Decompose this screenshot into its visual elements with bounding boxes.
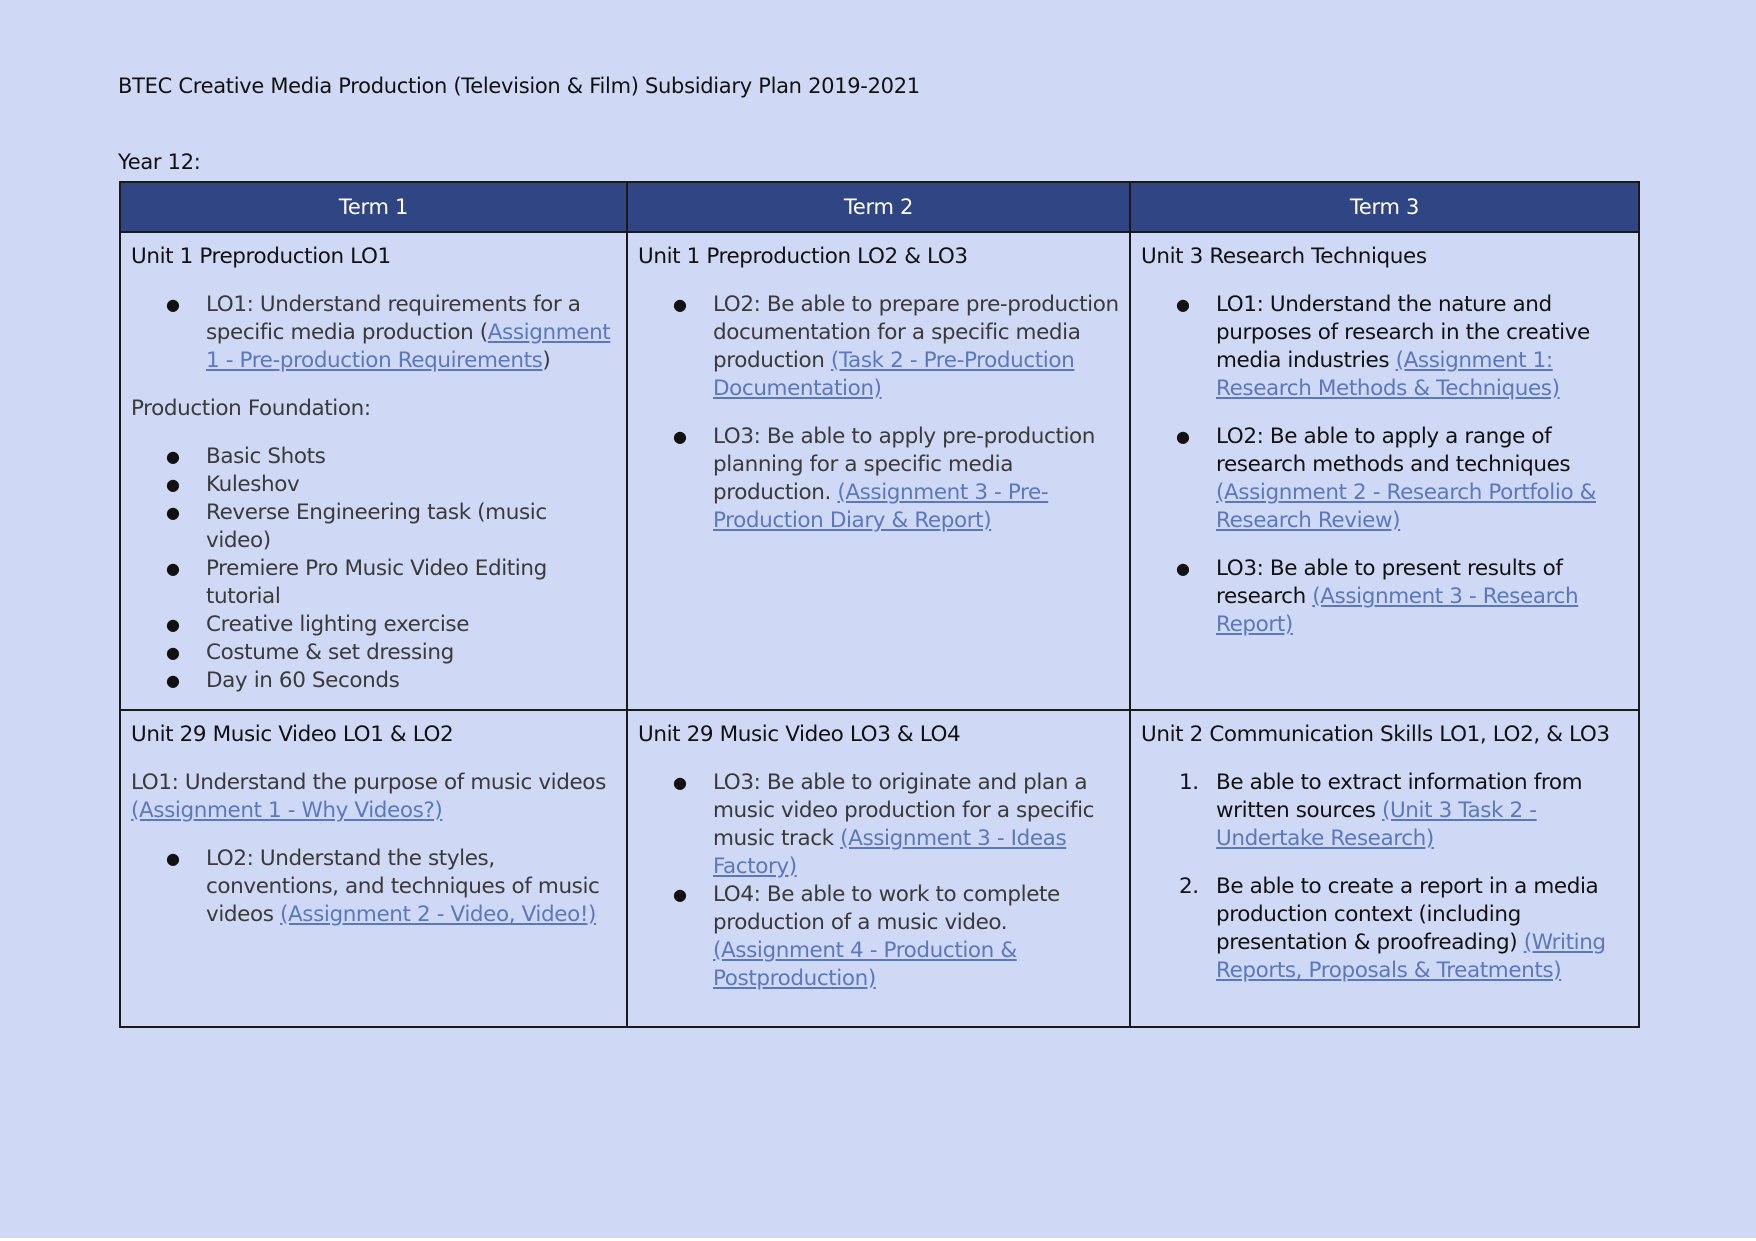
- lo-text-after: ): [542, 348, 551, 373]
- foundation-item: Costume & set dressing: [206, 640, 454, 665]
- lo-text: LO4: Be able to work to complete production of a music video.: [713, 882, 1060, 935]
- lo-text: LO2: Understand the styles, conventions, and techniques of music videos: [206, 846, 600, 927]
- bullet-icon: ●: [166, 849, 180, 868]
- header-term-3: Term 3: [1130, 182, 1639, 232]
- foundation-item: Day in 60 Seconds: [206, 668, 400, 693]
- assignment-link[interactable]: (Assignment 1: Research Methods & Techniques): [1216, 348, 1560, 401]
- bullet-icon: ●: [166, 295, 180, 314]
- assignment-link[interactable]: (Assignment 1 - Why Videos?): [131, 798, 443, 823]
- bullet-icon: ●: [1176, 295, 1190, 314]
- assignment-link[interactable]: Assignment 1 - Pre-production Requirements: [206, 320, 611, 373]
- term-plan-table: [119, 181, 1640, 1028]
- assignment-link[interactable]: (Assignment 2 - Research Portfolio & Research Review): [1216, 480, 1597, 533]
- list-item: [166, 611, 616, 639]
- skill-text: Be able to extract information from written sources: [1216, 770, 1583, 823]
- lo-list: [638, 291, 1119, 535]
- assignment-link[interactable]: (Assignment 3 - Ideas Factory): [713, 826, 1067, 879]
- header-term-1: Term 1: [120, 182, 627, 232]
- assignment-link[interactable]: (Unit 3 Task 2 - Undertake Research): [1216, 798, 1537, 851]
- lo-list: [131, 845, 616, 929]
- document-title: BTEC Creative Media Production (Television & Film) Subsidiary Plan 2019-2021: [118, 74, 920, 98]
- list-item: [1176, 423, 1628, 535]
- list-item: [166, 291, 616, 375]
- assignment-link[interactable]: (Assignment 2 - Video, Video!): [279, 902, 597, 927]
- lo-text: LO1: Understand the nature and purposes of research in the creative media industries: [1216, 292, 1590, 373]
- assignment-link[interactable]: (Writing Reports, Proposals & Treatments): [1216, 930, 1606, 983]
- unit-title: Unit 2 Communication Skills LO1, LO2, & LO3: [1141, 722, 1610, 747]
- foundation-item: Reverse Engineering task (music video): [206, 500, 547, 553]
- foundation-label: Production Foundation:: [131, 396, 371, 421]
- bullet-icon: ●: [166, 447, 180, 466]
- lo-list: [131, 291, 616, 375]
- lo-text: LO2: Be able to prepare pre-production documentation for a specific media production: [713, 292, 1119, 373]
- lo-text: LO3: Be able to originate and plan a music video production for a specific music track: [713, 770, 1095, 851]
- foundation-list: [131, 443, 616, 695]
- cell-term1-row1: [120, 232, 627, 710]
- table-header-row: [120, 182, 1639, 232]
- unit-title: Unit 3 Research Techniques: [1141, 244, 1427, 269]
- foundation-item: Basic Shots: [206, 444, 326, 469]
- table-row: [120, 232, 1639, 710]
- cell-term2-row2: [627, 710, 1130, 1027]
- assignment-link[interactable]: (Assignment 3 - Research Report): [1216, 584, 1579, 637]
- cell-term3-row2: [1130, 710, 1639, 1027]
- lo-text: LO2: Be able to apply a range of research methods and techniques: [1216, 424, 1571, 477]
- cell-term3-row1: [1130, 232, 1639, 710]
- cell-term1-row2: [120, 710, 627, 1027]
- table-row: [120, 710, 1639, 1027]
- lo-text: LO1: Understand requirements for a specific media production (: [206, 292, 581, 345]
- bullet-icon: ●: [166, 503, 180, 522]
- list-item: [673, 291, 1119, 403]
- list-item: [166, 471, 616, 499]
- header-term-2: Term 2: [627, 182, 1130, 232]
- bullet-icon: ●: [166, 671, 180, 690]
- skill-text: Be able to create a report in a media production context (including presentation & proofreading): [1216, 874, 1599, 955]
- list-item: [1179, 769, 1628, 853]
- lo-text: LO3: Be able to apply pre-production planning for a specific media production.: [713, 424, 1096, 505]
- list-item: [166, 667, 616, 695]
- year-label: Year 12:: [118, 150, 201, 174]
- foundation-item: Kuleshov: [206, 472, 300, 497]
- list-item: [1179, 873, 1628, 985]
- skills-list: [1141, 769, 1628, 985]
- list-item: [166, 443, 616, 471]
- list-item: [166, 555, 616, 611]
- lo-list: [1141, 291, 1628, 639]
- list-number: 2.: [1179, 874, 1199, 899]
- bullet-icon: ●: [166, 615, 180, 634]
- lo-text: LO3: Be able to present results of research: [1216, 556, 1563, 609]
- lo-list: [638, 769, 1119, 993]
- unit-title: Unit 29 Music Video LO3 & LO4: [638, 722, 961, 747]
- list-number: 1.: [1179, 770, 1199, 795]
- bullet-icon: ●: [1176, 427, 1190, 446]
- list-item: [166, 639, 616, 667]
- bullet-icon: ●: [166, 643, 180, 662]
- bullet-icon: ●: [673, 427, 687, 446]
- foundation-item: Creative lighting exercise: [206, 612, 470, 637]
- assignment-link[interactable]: (Assignment 3 - Pre-Production Diary & Report): [713, 480, 1049, 533]
- lo-text: LO1: Understand the purpose of music videos: [131, 770, 606, 795]
- assignment-link[interactable]: (Task 2 - Pre-Production Documentation): [713, 348, 1075, 401]
- unit-title: Unit 1 Preproduction LO2 & LO3: [638, 244, 968, 269]
- bullet-icon: ●: [673, 885, 687, 904]
- unit-title: Unit 29 Music Video LO1 & LO2: [131, 722, 454, 747]
- list-item: [673, 881, 1119, 993]
- unit-title: Unit 1 Preproduction LO1: [131, 244, 391, 269]
- foundation-item: Premiere Pro Music Video Editing tutorial: [206, 556, 547, 609]
- list-item: [1176, 291, 1628, 403]
- cell-term2-row1: [627, 232, 1130, 710]
- bullet-icon: ●: [673, 295, 687, 314]
- list-item: [166, 845, 616, 929]
- bullet-icon: ●: [166, 559, 180, 578]
- list-item: [673, 769, 1119, 881]
- bullet-icon: ●: [673, 773, 687, 792]
- list-item: [673, 423, 1119, 535]
- list-item: [1176, 555, 1628, 639]
- bullet-icon: ●: [1176, 559, 1190, 578]
- list-item: [166, 499, 616, 555]
- assignment-link[interactable]: (Assignment 4 - Production & Postproduction): [713, 938, 1017, 991]
- lo1-paragraph: [131, 769, 616, 825]
- bullet-icon: ●: [166, 475, 180, 494]
